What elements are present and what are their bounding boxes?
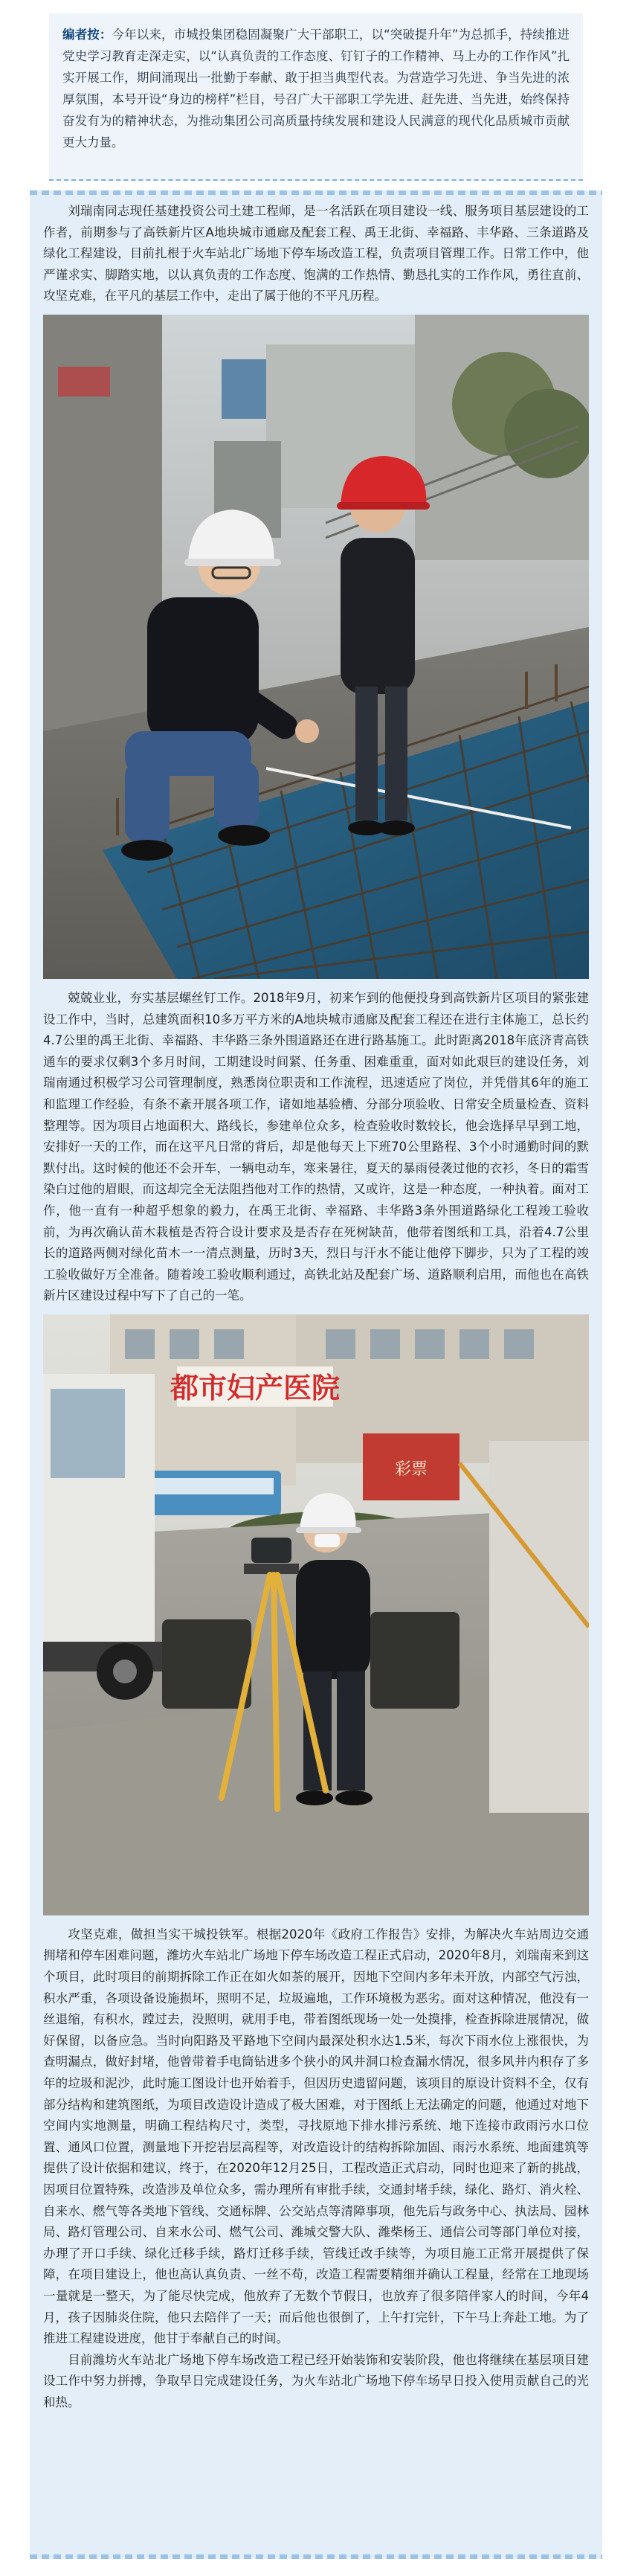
paragraph-intro-text: 刘瑞南同志现任基建投资公司土建工程师，是一名活跃在项目建设一线、服务项目基层建设的工作者，前期参与了高铁新片区A地块城市通廊及配套工程、禹王北街、幸福路、丰华路、三条道路及绿化工程建设，目前扎根于火车站北广场地下停车场改造工程，负责项目管理工作。日常工作中，他严谨求实、脚踏实地，以认真负责的工作态度、饱满的工作热情、勤恳扎实的工作作风，勇往直前、攻坚克难，在平凡的基层工作中，走出了属于他的不平凡历程。 — [43, 204, 589, 303]
survey-scene-illustration — [43, 1314, 589, 1915]
hospital-sign-text: 都市妇产医院 — [170, 1371, 341, 1404]
editor-note — [49, 13, 583, 181]
editor-note-text — [62, 24, 570, 153]
paragraph-overcome — [43, 1924, 589, 2350]
photo-survey-site — [43, 1314, 589, 1915]
paragraph-dedication — [43, 988, 589, 1307]
editor-note-lead: 编者按： — [62, 28, 112, 42]
photo-construction-site — [43, 315, 589, 979]
paragraph-intro — [43, 201, 589, 307]
article-frame — [30, 190, 602, 2559]
editor-note-body: 今年以来，市城投集团稳固凝聚广大干部职工，以“突破提升年”为总抓手，持续推进党史学习教育走深走实，以“认真负责的工作态度、钉钉子的工作精神、马上办的工作作风”扎实开展工作，期间涌现出一批勤于奉献、敢于担当典型代表。为营造学习先进、争当先进的浓厚氛围，本号开设“身边的榜样”栏目，号召广大干部职工学先进、赶先进、当先进，始终保持奋发有为的精神状态，为推动集团公司高质量持续发展和建设人民满意的现代化品质城市贡献更大力量。 — [62, 28, 570, 150]
paragraph-dedication-text: 兢兢业业，夯实基层螺丝钉工作。2018年9月，初来乍到的他便投身到高铁新片区项目的紧张建设工作中，当时，总建筑面积10多万平方米的A地块城市通廊及配套工程还在进行主体施工，总长约4.7公里的禹王北街、幸福路、丰华路三条外围道路还在进行路基施工。此时距离2018年底济青高铁通车的要求仅剩3个多月时间，工期建设时间紧、任务重、困难重重，面对如此艰巨的建设任务，刘瑞南通过积极学习公司管理制度，熟悉岗位职责和工作流程，迅速适应了岗位，并凭借其6年的施工和监理工作经验，有条不紊开展各项工作，诸如地基验槽、分部分项验收、日常安全质量检查、资料整理等。因为项目占地面积大、路线长，参建单位众多，检查验收时数较长，他会选择早早到工地，安排好一天的工作，而在这平凡日常的背后，却是他每天上下班70公里路程、3个小时通勤时间的默默付出。这时候的他还不会开车，一辆电动车，寒来暑往，夏天的暴雨侵袭过他的衣衫，冬日的霜雪染白过他的眉眼，而这却完全无法阻挡他对工作的热情，又或许，这是一种态度，一种执着。面对工作，他一直有一种超乎想象的毅力，在禹王北街、幸福路、丰华路3条外围道路绿化工程竣工验收前，为再次确认苗木栽植是否符合设计要求及是否存在死树缺苗，他带着图纸和工具，沿着4.7公里长的道路两侧对绿化苗木一一清点测量，历时3天，烈日与汗水不能让他停下脚步，只为了工程的竣工验收做好万全准备。随着竣工验收顺利通过，高铁北站及配套广场、道路顺利启用，而他也在高铁新片区建设过程中写下了自己的一笔。 — [43, 990, 589, 1303]
paragraph-closing — [43, 2350, 589, 2414]
truck — [43, 1374, 162, 1700]
paragraph-overcome-text: 攻坚克难，做担当实干城投铁军。根据2020年《政府工作报告》安排，为解决火车站周边交通拥堵和停车困难问题，潍坊火车站北广场地下停车场改造工程正式启动，2020年8月，刘瑞南来到这个项目，此时项目的前期拆除工作正在如火如荼的展开，因地下空间内多年未开放，内部空气污浊，积水严重，各项设备设施损坏，照明不足，垃圾遍地，工作环境极为恶劣。面对这种情况，他没有一丝退缩，有积水，蹚过去，没照明，就用手电，带着图纸现场一处一处摸排，检查拆除进展情况，做好保留，以备应急。当时向阳路及平路地下空间内最深处积水达1.5米，每次下雨水位上涨很快，为查明漏点，做好封堵，他曾带着手电筒钻进多个狭小的风井洞口检查漏水情况，很多风井内积存了多年的垃圾和泥沙，此时施工图设计也开始着手，但因历史遗留问题，该项目的原设计资料不全，仅有部分结构和建筑图纸，为项目改造设计造成了极大困难，对于图纸上无法确定的问题，他通过对地下空间内实地测量，明确工程结构尺寸，类型，寻找原地下排水排污系统、地下连接市政雨污水口位置、通风口位置，测量地下开挖岩层高程等，对改造设计的结构拆除加固、雨污水系统、地面建筑等提供了设计依据和建议，终于，在2020年12月25日，工程改造正式启动，同时也迎来了新的挑战，因项目位置特殊，改造涉及单位众多，需办理所有审批手续，交通封堵手续，绿化、路灯、消火栓、自来水、燃气等各类地下管线、交通标牌、公交站点等清障事项，他先后与政务中心、执法局、园林局、路灯管理公司、自来水公司、燃气公司、潍城交警大队、潍柴杨王、通信公司等部门单位对接，办理了开口手续、绿化迁移手续，路灯迁移手续，管线迁改手续等，为项目施工正常开展提供了保障，在项目建设上，他也高认真负责、一丝不苟，改造工程需要精细并确认工程量，经常在工地现场一量就是一整天，为了能尽快完成，他放弃了无数个节假日，也放弃了很多陪伴家人的时间，今年4月，孩子因肺炎住院，他只去陪伴了一天；而后他也很倒了，上午打完针，下午马上奔赴工地。为了推进工程建设进度，他甘于奉献自己的时间。 — [43, 1927, 589, 2346]
construction-scene-illustration — [43, 315, 589, 979]
shop-sign-text: 彩票 — [394, 1459, 428, 1479]
paragraph-closing-text: 目前潍坊火车站北广场地下停车场改造工程已经开始装饰和安装阶段，他也将继续在基层项目建设工作中努力拼搏，争取早日完成建设任务，为火车站北广场地下停车场早日投入使用贡献自己的光和热。 — [43, 2352, 589, 2409]
